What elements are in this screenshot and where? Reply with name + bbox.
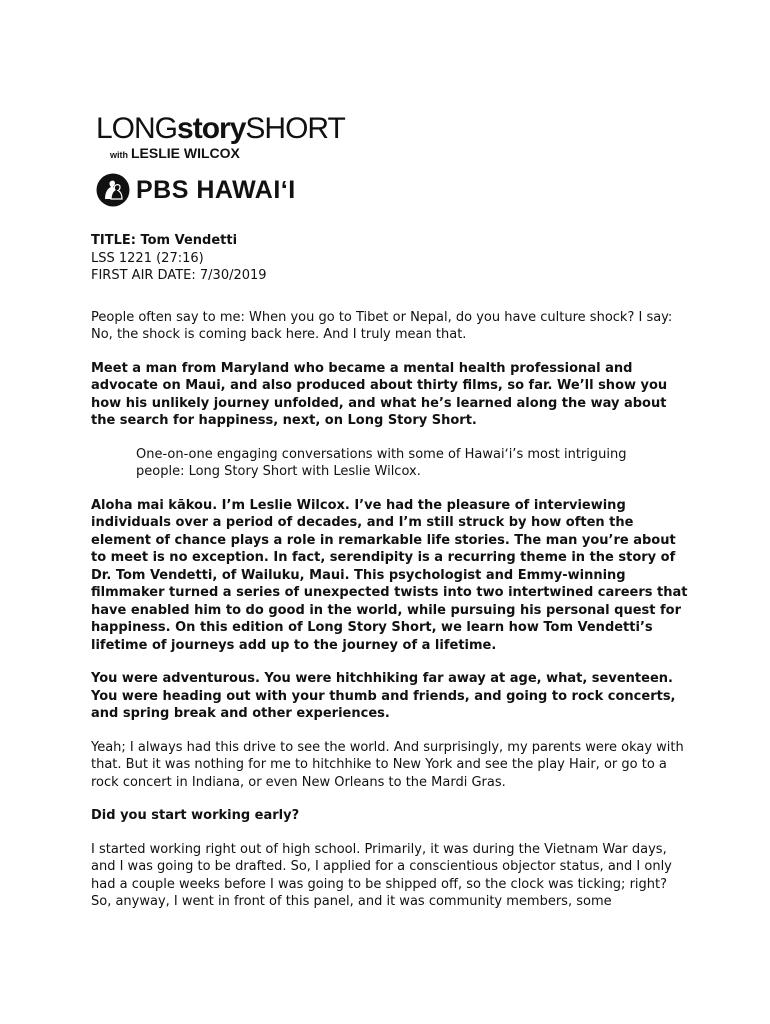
pbs-hawaii-logo	[96, 170, 296, 210]
transcript-paragraph: People often say to me: When you go to Tibet or Nepal, do you have culture shock? I say: No, the shock is coming back here. And I truly mean that.	[91, 309, 673, 342]
long-story-short-logo	[96, 112, 358, 162]
transcript-paragraph: I started working right out of high school. Primarily, it was during the Vietnam War days, and I was going to be drafted. So, I applied for a conscientious objector status, and I only had a couple weeks before I was going to be shipped off, so the clock was ticking; right? So, anyway, I went in front of this panel, and it was community members, some	[91, 841, 672, 909]
logo-with: with	[110, 150, 128, 160]
episode-title: TITLE: Tom Vendetti	[91, 233, 238, 248]
logo-story: story	[177, 112, 246, 145]
pbs-head-icon	[96, 173, 130, 207]
air-date: FIRST AIR DATE: 7/30/2019	[91, 268, 267, 283]
logo-host: LESLIE WILCOX	[131, 145, 240, 161]
network-name: PBS HAWAIʻI	[136, 175, 296, 204]
transcript-paragraph: Aloha mai kākou. I’m Leslie Wilcox. I’ve had the pleasure of interviewing individuals over a period of decades, and I’m still struck by how often the element of chance plays a role in remarkable life stories. The man you’re about to meet is no exception. In fact, serendipity is a recurring theme in the story of Dr. Tom Vendetti, of Wailuku, Maui. This psychologist and Emmy-winning filmmaker turned a series of unexpected twists into two intertwined careers that have enabled him to do good in the world, while pursuing his personal quest for happiness. On this edition of Long Story Short, we learn how Tom Vendetti’s lifetime of journeys add up to the journey of a lifetime.	[91, 497, 688, 653]
logo-long: LONG	[96, 112, 178, 145]
transcript-paragraph: Did you start working early?	[91, 808, 300, 823]
transcript-paragraph: One-on-one engaging conversations with some of Hawaiʻi’s most intriguing people: Long Story Short with Leslie Wilcox.	[136, 446, 627, 479]
transcript-paragraph: Meet a man from Maryland who became a mental health professional and advocate on Maui, and also produced about thirty films, so far. We’ll show you how his unlikely journey unfolded, and what he’s learned along the way about the search for happiness, next, on Long Story Short.	[91, 360, 668, 428]
transcript-paragraph: Yeah; I always had this drive to see the world. And surprisingly, my parents were okay with that. But it was nothing for me to hitchhike to New York and see the play Hair, or go to a rock concert in Indiana, or even New Orleans to the Mardi Gras.	[91, 739, 684, 790]
episode-code: LSS 1221 (27:16)	[91, 250, 204, 266]
transcript-body	[91, 232, 691, 911]
transcript-paragraph: You were adventurous. You were hitchhiking far away at age, what, seventeen. You were heading out with your thumb and friends, and going to rock concerts, and spring break and other experiences.	[91, 671, 676, 721]
logo-short: SHORT	[245, 112, 345, 145]
